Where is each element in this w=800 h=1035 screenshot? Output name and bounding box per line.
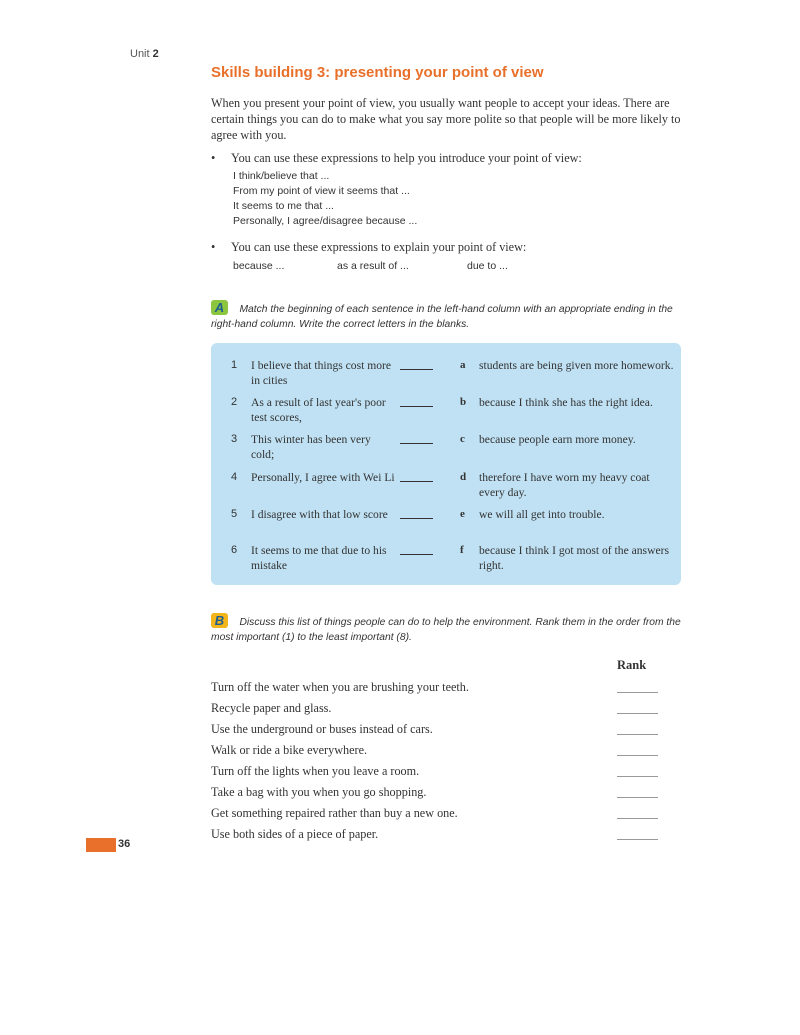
expression: From my point of view it seems that ... xyxy=(233,185,410,197)
answer-blank[interactable] xyxy=(400,369,433,370)
rank-blank[interactable] xyxy=(617,818,658,819)
answer-blank[interactable] xyxy=(400,481,433,482)
bullet-text: You can use these expressions to explain your point of view: xyxy=(231,240,527,254)
bullet-icon: • xyxy=(211,151,216,165)
rank-blank[interactable] xyxy=(617,692,658,693)
sentence-ending: therefore I have worn my heavy coat every day. xyxy=(479,471,650,499)
unit-word: Unit xyxy=(130,48,150,60)
sentence-ending: because I think she has the right idea. xyxy=(479,396,653,409)
ending-letter: b xyxy=(460,396,467,408)
rank-item: Turn off the water when you are brushing your teeth. xyxy=(211,680,469,694)
rank-blank[interactable] xyxy=(617,776,658,777)
expression: due to ... xyxy=(467,260,508,272)
bullet-icon: • xyxy=(211,240,216,254)
rank-item: Use the underground or buses instead of cars. xyxy=(211,722,433,736)
row-number: 6 xyxy=(231,544,238,556)
expression: as a result of ... xyxy=(337,260,409,272)
expression: I think/believe that ... xyxy=(233,170,330,182)
sentence-start: I disagree with that low score xyxy=(251,508,388,521)
sentence-ending: students are being given more homework. xyxy=(479,359,674,372)
unit-number: 2 xyxy=(152,48,159,60)
ending-letter: e xyxy=(460,508,465,520)
rank-item: Recycle paper and glass. xyxy=(211,701,332,715)
sentence-ending: because I think I got most of the answers right. xyxy=(479,544,669,572)
sentence-start: I believe that things cost more in cities xyxy=(251,359,392,387)
exercise-a-badge: A xyxy=(211,300,228,315)
expression: It seems to me that ... xyxy=(233,200,334,212)
expression: because ... xyxy=(233,260,285,272)
answer-blank[interactable] xyxy=(400,443,433,444)
matching-box xyxy=(211,343,681,585)
row-number: 5 xyxy=(231,508,238,520)
unit-label xyxy=(130,48,159,60)
rank-item: Take a bag with you when you go shopping. xyxy=(211,785,427,799)
rank-item: Use both sides of a piece of paper. xyxy=(211,827,379,841)
rank-blank[interactable] xyxy=(617,713,658,714)
ending-letter: a xyxy=(460,359,466,371)
rank-item: Turn off the lights when you leave a room. xyxy=(211,764,420,778)
sentence-start: Personally, I agree with Wei Li xyxy=(251,471,395,484)
bullet-text: You can use these expressions to help you introduce your point of view: xyxy=(231,151,582,165)
rank-blank[interactable] xyxy=(617,839,658,840)
sentence-ending: because people earn more money. xyxy=(479,433,636,446)
exercise-b-text: Discuss this list of things people can do to help the environment. Rank them in the order from the most important (1) to the least important (8). xyxy=(211,617,681,643)
bullet-explain xyxy=(211,240,526,255)
exercise-a-text: Match the beginning of each sentence in the left-hand column with an appropriate ending in the right-hand column. Write the correct letters in the blanks. xyxy=(211,304,673,330)
rank-blank[interactable] xyxy=(617,734,658,735)
ending-letter: f xyxy=(460,544,464,556)
exercise-b-instruction xyxy=(211,613,681,645)
answer-blank[interactable] xyxy=(400,554,433,555)
row-number: 3 xyxy=(231,433,238,445)
answer-blank[interactable] xyxy=(400,406,433,407)
rank-item: Get something repaired rather than buy a new one. xyxy=(211,806,458,820)
ending-letter: c xyxy=(460,433,465,445)
intro-paragraph: When you present your point of view, you usually want people to accept your ideas. There are certain things you can do to make what you say more polite so that people will be more likely to agree with you. xyxy=(211,96,681,142)
sentence-start: It seems to me that due to his mistake xyxy=(251,544,387,572)
bullet-introduce xyxy=(211,151,582,166)
exercise-a-instruction xyxy=(211,300,681,332)
exercise-b-badge: B xyxy=(211,613,228,628)
rank-header: Rank xyxy=(617,658,647,672)
row-number: 4 xyxy=(231,471,238,483)
answer-blank[interactable] xyxy=(400,518,433,519)
section-title: Skills building 3: presenting your point of view xyxy=(211,64,544,81)
sentence-start: As a result of last year's poor test scores, xyxy=(251,396,386,424)
sentence-ending: we will all get into trouble. xyxy=(479,508,605,521)
ending-letter: d xyxy=(460,471,467,483)
expression: Personally, I agree/disagree because ... xyxy=(233,215,418,227)
rank-blank[interactable] xyxy=(617,755,658,756)
row-number: 2 xyxy=(231,396,238,408)
rank-blank[interactable] xyxy=(617,797,658,798)
sentence-start: This winter has been very cold; xyxy=(251,433,371,461)
rank-item: Walk or ride a bike everywhere. xyxy=(211,743,368,757)
expression-list xyxy=(233,169,417,229)
page-number-bar xyxy=(86,838,116,852)
page-number: 36 xyxy=(118,838,131,850)
row-number: 1 xyxy=(231,359,238,371)
